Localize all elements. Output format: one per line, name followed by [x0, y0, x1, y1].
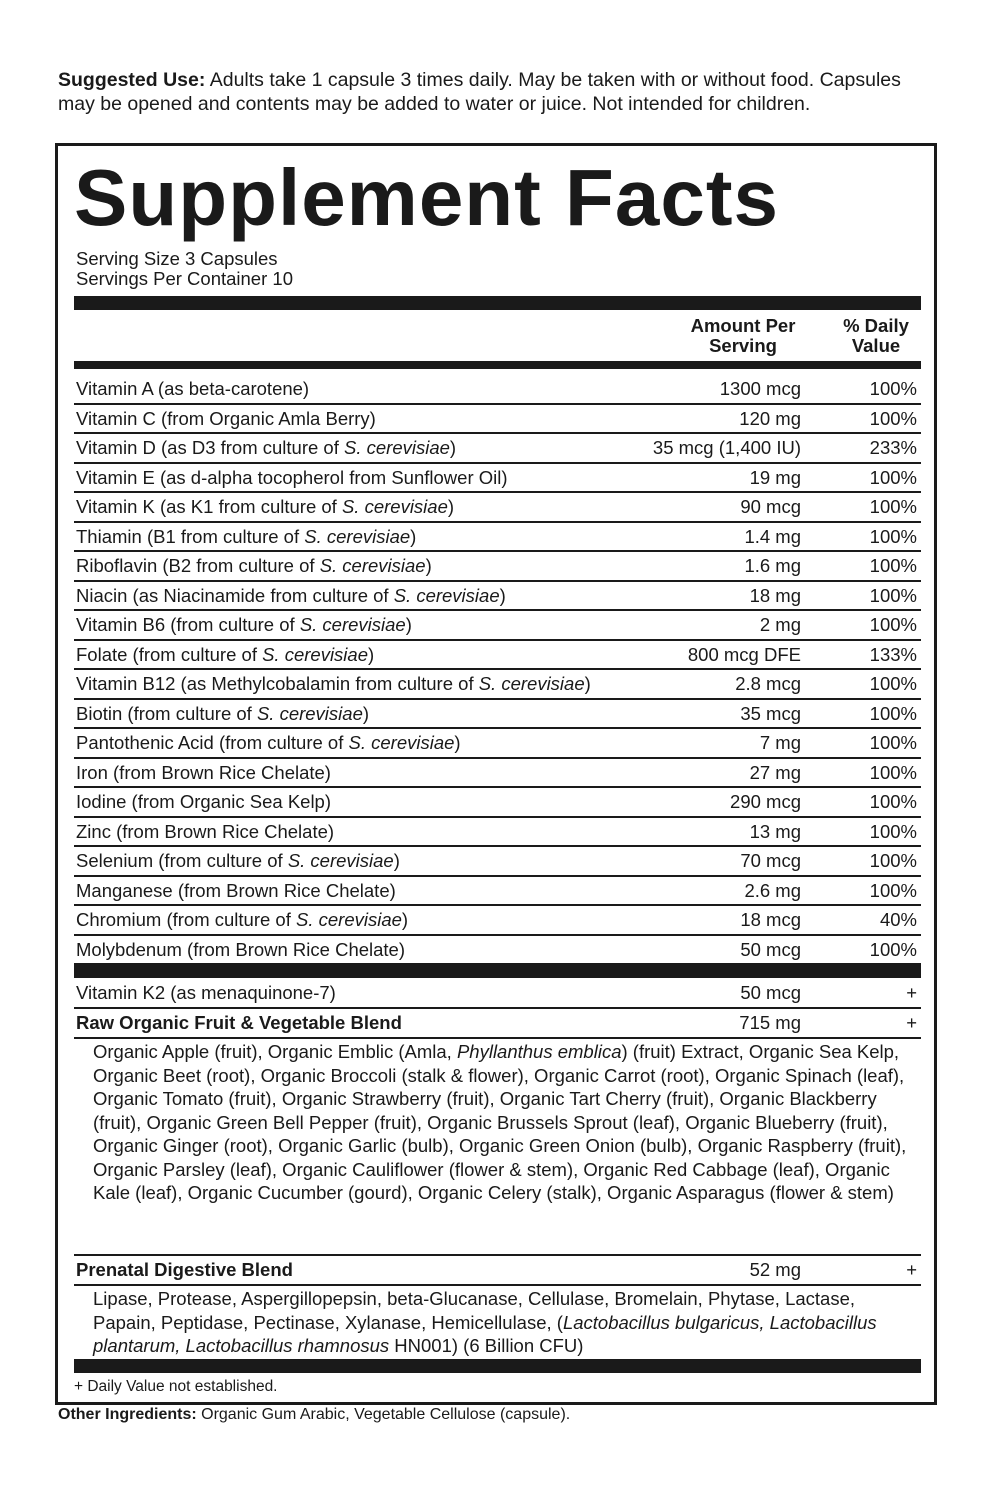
k2-dv: + [906, 982, 917, 1003]
fruit-blend-row [74, 1009, 921, 1039]
nutrient-name-italic: S. cerevisiae [478, 673, 585, 694]
fruit-ing-pre: Organic Apple (fruit), Organic Emblic (Amla, [93, 1041, 457, 1062]
nutrient-name-text: Vitamin E (as d-alpha tocopherol from Sunflower Oil) [76, 466, 508, 488]
digestive-ing-italic: Lactobacillus bulgaricus, Lactobacillus plantarum, Lactobacillus rhamnosus [93, 1311, 877, 1356]
servings-per-container: Servings Per Container 10 [76, 268, 293, 289]
nutrient-name [76, 641, 374, 668]
nutrient-row [74, 405, 921, 435]
amount-header-line2: Serving [709, 335, 777, 356]
serving-size: Serving Size 3 Capsules [76, 248, 278, 269]
nutrient-daily-value: 100% [869, 496, 917, 517]
nutrient-name-text: Pantothenic Acid (from culture of [76, 732, 349, 753]
nutrient-amount: 1.4 mg [744, 525, 801, 547]
nutrient-name-suffix: ) [410, 525, 417, 547]
nutrient-daily-value: 100% [869, 850, 917, 871]
footnote: + Daily Value not established. [74, 1378, 278, 1395]
nutrient-name [76, 877, 396, 904]
nutrient-amount: 27 mg [749, 761, 801, 783]
nutrient-daily-value: 233% [869, 437, 917, 458]
nutrient-name-italic: S. cerevisiae [262, 643, 368, 665]
nutrient-name [76, 759, 331, 786]
nutrient-name-text: Molybdenum (from Brown Rice Chelate) [76, 938, 406, 960]
nutrient-name-text: Vitamin B6 (from culture of [76, 614, 300, 635]
nutrient-name-text: Riboflavin (B2 from culture of [76, 555, 320, 576]
nutrient-name [76, 670, 591, 697]
nutrient-daily-value: 100% [869, 673, 917, 694]
nutrient-daily-value: 100% [869, 879, 917, 901]
nutrient-amount: 120 mg [739, 407, 801, 429]
nutrient-name-text: Vitamin B12 (as Methylcobalamin from culture of [76, 673, 479, 694]
supplement-facts-panel [55, 143, 937, 1405]
nutrient-name-italic: S. cerevisiae [287, 850, 394, 871]
nutrient-name [76, 906, 408, 933]
nutrient-name-italic: S. cerevisiae [296, 909, 402, 930]
nutrient-amount: 90 mcg [740, 496, 801, 517]
nutrient-row [74, 700, 921, 730]
nutrient-name [76, 729, 461, 756]
header-divider [74, 361, 921, 369]
nutrient-name-text: Folate (from culture of [76, 643, 263, 665]
digestive-blend-row [74, 1256, 921, 1286]
nutrient-name-suffix: ) [447, 496, 455, 517]
nutrient-row [74, 788, 921, 818]
nutrient-name-suffix: ) [499, 584, 506, 606]
nutrient-row [74, 523, 921, 553]
nutrient-amount: 2.8 mcg [735, 673, 801, 694]
k2-amount: 50 mcg [740, 982, 801, 1003]
nutrient-daily-value: 40% [879, 909, 917, 930]
k2-name: Vitamin K2 (as menaquinone-7) [76, 982, 336, 1003]
nutrient-name-text: Chromium (from culture of [76, 909, 296, 930]
nutrient-daily-value: 100% [869, 761, 917, 783]
nutrient-name-text: Thiamin (B1 from culture of [76, 525, 305, 547]
nutrient-name-suffix: ) [584, 673, 591, 694]
nutrient-amount: 1300 mcg [719, 378, 801, 399]
nutrient-name-text: Iodine (from Organic Sea Kelp) [76, 791, 332, 812]
nutrient-name-text: Biotin (from culture of [76, 702, 257, 724]
nutrient-name-text: Zinc (from Brown Rice Chelate) [76, 820, 335, 842]
digestive-ing-post: HN001) (6 Billion CFU) [389, 1335, 584, 1356]
nutrient-name [76, 552, 432, 579]
nutrient-row [74, 729, 921, 759]
amount-header-line1: Amount Per [690, 315, 796, 336]
nutrient-name-text: Iron (from Brown Rice Chelate) [76, 761, 331, 783]
amount-header [663, 316, 823, 356]
nutrient-name-italic: S. cerevisiae [341, 496, 448, 517]
nutrient-row [74, 582, 921, 612]
nutrient-name-italic: S. cerevisiae [319, 555, 426, 576]
nutrient-name-suffix: ) [362, 702, 370, 724]
nutrient-name [76, 788, 331, 815]
nutrient-daily-value: 100% [869, 820, 917, 842]
nutrient-amount: 7 mg [759, 732, 801, 753]
nutrient-row [74, 906, 921, 936]
nutrient-amount: 290 mcg [730, 791, 801, 812]
dv-header-line2: Value [851, 335, 901, 356]
nutrient-daily-value: 100% [869, 555, 917, 576]
nutrient-name [76, 523, 416, 550]
nutrient-name [76, 464, 508, 491]
thick-divider-2 [74, 964, 921, 978]
nutrient-name [76, 611, 412, 638]
fruit-blend-amount: 715 mg [739, 1012, 801, 1033]
serving-info [76, 249, 293, 289]
nutrient-row [74, 434, 921, 464]
nutrient-name-text: Vitamin K (as K1 from culture of [76, 496, 342, 517]
thick-divider-3 [74, 1359, 921, 1373]
nutrient-name-text: Vitamin A (as beta-carotene) [76, 378, 310, 399]
nutrient-name [76, 847, 400, 874]
nutrient-name [76, 375, 309, 402]
nutrient-name [76, 936, 405, 963]
daily-value-header [826, 316, 926, 356]
nutrient-name-suffix: ) [401, 909, 409, 930]
nutrient-name [76, 434, 456, 461]
nutrient-daily-value: 100% [869, 791, 917, 812]
nutrient-row [74, 611, 921, 641]
nutrient-name-italic: S. cerevisiae [344, 437, 450, 458]
nutrient-amount: 70 mcg [740, 850, 801, 871]
nutrient-amount: 50 mcg [740, 938, 801, 960]
nutrient-name-text: Manganese (from Brown Rice Chelate) [76, 879, 396, 901]
nutrient-daily-value: 133% [869, 643, 917, 665]
nutrient-amount: 35 mcg (1,400 IU) [652, 437, 801, 458]
nutrient-row [74, 936, 921, 966]
nutrient-daily-value: 100% [869, 732, 917, 753]
digestive-blend-amount: 52 mg [749, 1259, 801, 1280]
nutrient-name-text: Selenium (from culture of [76, 850, 288, 871]
suggested-use [58, 68, 943, 116]
nutrient-amount: 2.6 mg [744, 879, 801, 901]
nutrient-row [74, 670, 921, 700]
nutrient-daily-value: 100% [869, 378, 917, 399]
nutrient-daily-value: 100% [869, 525, 917, 547]
nutrient-name-suffix: ) [454, 732, 461, 753]
nutrient-amount: 800 mcg DFE [687, 643, 801, 665]
digestive-blend-name: Prenatal Digestive Blend [76, 1259, 293, 1280]
nutrient-name [76, 700, 369, 727]
nutrient-amount: 18 mg [749, 584, 801, 606]
fruit-blend-ingredients [93, 1040, 908, 1205]
suggested-use-label: Suggested Use: [58, 69, 206, 91]
fruit-ing-italic: Phyllanthus emblica [456, 1041, 622, 1062]
nutrient-name-suffix: ) [393, 850, 400, 871]
fruit-blend-dv: + [906, 1012, 917, 1033]
digestive-ing-pre: Lipase, Protease, Aspergillopepsin, beta-Glucanase, Cellulase, Bromelain, Phytase, Lactase, Papain, Peptidase, Pectinase, Xylanase, Hemicellulase, ( [93, 1288, 856, 1333]
nutrient-name-italic: S. cerevisiae [348, 732, 455, 753]
nutrient-name [76, 493, 454, 520]
nutrient-row [74, 641, 921, 671]
nutrient-name-suffix: ) [425, 555, 432, 576]
nutrient-row [74, 818, 921, 848]
fruit-ing-post: ) (fruit) Extract, Organic Sea Kelp, Organic Beet (root), Organic Broccoli (stalk & flower), Organic Carrot (root), Organic Spinach (leaf), Organic Tomato (fruit), Organic Strawberry (fruit), Organic Tart Cherry (fruit), Organic Blackberry (fruit), Organic Green Bell Pepper (fruit), Organic Brussels Sprout (leaf), Organic Blueberry (fruit), Organic Ginger (root), Organic Garlic (bulb), Organic Green Onion (bulb), Organic Raspberry (fruit), Organic Parsley (leaf), Organic Cauliflower (flower & stem), Organic Red Cabbage (leaf), Organic Kale (leaf), Organic Cucumber (gourd), Organic Celery (stalk), Organic Asparagus (flower & stem) [93, 1041, 907, 1203]
nutrient-amount: 35 mcg [740, 702, 801, 724]
suggested-use-text: Adults take 1 capsule 3 times daily. May be taken with or without food. Capsules may be opened and contents may be added to water or juice. Not intended for children. [58, 69, 901, 115]
nutrient-amount: 2 mg [759, 614, 801, 635]
nutrient-name-italic: S. cerevisiae [393, 584, 500, 606]
nutrient-name [76, 818, 334, 845]
panel-title: Supplement Facts [74, 153, 780, 242]
nutrient-name-text: Vitamin D (as D3 from culture of [76, 437, 344, 458]
nutrient-amount: 13 mg [749, 820, 801, 842]
nutrient-daily-value: 100% [869, 614, 917, 635]
nutrient-amount: 1.6 mg [744, 555, 801, 576]
digestive-blend-ingredients [93, 1287, 908, 1358]
other-ingredients [58, 1406, 570, 1424]
nutrient-name-suffix: ) [405, 614, 412, 635]
thick-divider [74, 296, 921, 310]
nutrient-daily-value: 100% [869, 584, 917, 606]
nutrient-amount: 19 mg [749, 466, 801, 488]
dv-header-line1: % Daily [843, 315, 909, 336]
nutrient-daily-value: 100% [869, 407, 917, 429]
digestive-blend-dv: + [906, 1259, 917, 1280]
nutrient-row [74, 375, 921, 405]
nutrient-name-italic: S. cerevisiae [256, 702, 363, 724]
fruit-blend-name: Raw Organic Fruit & Vegetable Blend [76, 1012, 402, 1033]
nutrient-row [74, 759, 921, 789]
nutrient-daily-value: 100% [869, 938, 917, 960]
nutrient-name-italic: S. cerevisiae [304, 525, 411, 547]
nutrient-name-suffix: ) [449, 437, 457, 458]
nutrient-name [76, 405, 376, 432]
nutrient-row [74, 847, 921, 877]
nutrient-daily-value: 100% [869, 702, 917, 724]
nutrient-row [74, 493, 921, 523]
nutrient-name [76, 582, 506, 609]
nutrient-row [74, 552, 921, 582]
nutrient-name-text: Niacin (as Niacinamide from culture of [76, 584, 394, 606]
nutrient-name-suffix: ) [368, 643, 375, 665]
nutrient-name-text: Vitamin C (from Organic Amla Berry) [76, 407, 376, 429]
k2-row [74, 979, 921, 1009]
nutrient-name-italic: S. cerevisiae [299, 614, 406, 635]
nutrient-daily-value: 100% [869, 466, 917, 488]
nutrient-amount: 18 mcg [740, 909, 801, 930]
other-ingredients-text: Organic Gum Arabic, Vegetable Cellulose (capsule). [196, 1406, 571, 1423]
nutrient-row [74, 464, 921, 494]
other-ingredients-label: Other Ingredients: [58, 1406, 197, 1423]
nutrient-row [74, 877, 921, 907]
